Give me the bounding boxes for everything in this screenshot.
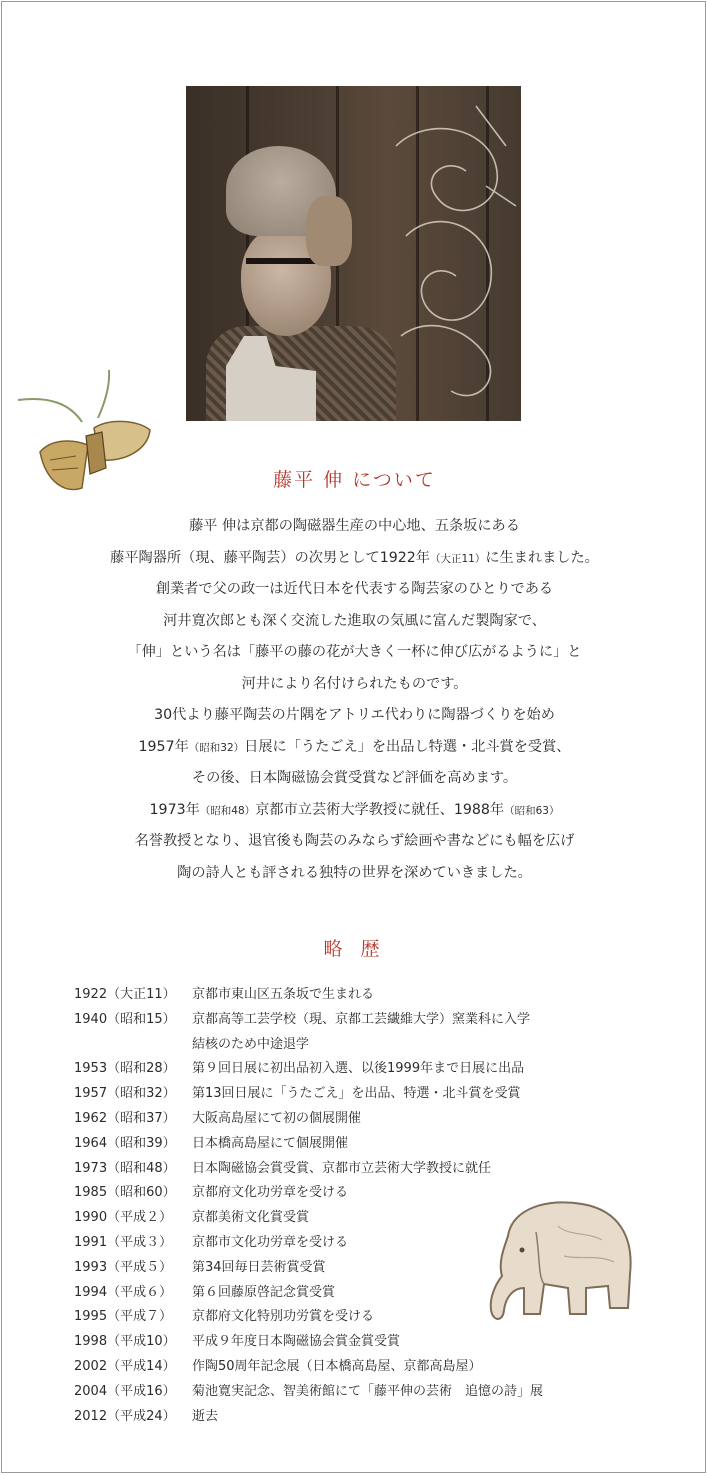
portrait-photo	[186, 86, 521, 421]
bio-line	[0, 606, 709, 638]
bio-text: その後、日本陶磁協会賞受賞など評価を高めます。	[191, 770, 518, 786]
chronology-event: 日本陶磁協会賞受賞、京都市立芸術大学教授に就任	[192, 1160, 492, 1176]
bio-line	[0, 763, 709, 795]
chronology-row	[74, 1132, 634, 1157]
chronology-list	[74, 983, 634, 1429]
biography-text	[0, 511, 709, 889]
chronology-row	[74, 1181, 634, 1206]
chronology-year: 1998（平成10）	[74, 1334, 176, 1350]
chronology-event: 京都府文化功労章を受ける	[192, 1185, 349, 1201]
chronology-row	[74, 1206, 634, 1231]
chronology-year: 1962（昭和37）	[74, 1110, 176, 1126]
chronology-year: 1985（昭和60）	[74, 1185, 176, 1201]
bio-line	[0, 543, 709, 575]
chronology-event: 大阪高島屋にて初の個展開催	[192, 1110, 362, 1126]
chronology-row	[74, 1057, 634, 1082]
chronology-row	[74, 1380, 634, 1405]
chronology-year: 1964（昭和39）	[74, 1135, 176, 1151]
chronology-event: 逝去	[192, 1408, 219, 1424]
chronology-row	[74, 1330, 634, 1355]
chronology-year: 1993（平成５）	[74, 1259, 173, 1275]
bio-text: 河井により名付けられたものです。	[241, 675, 468, 692]
chronology-year: 1922（大正11）	[74, 987, 176, 1002]
chronology-event: 京都高等工芸学校（現、京都工芸繊維大学）窯業科に入学	[192, 1011, 531, 1027]
bio-text: 名誉教授となり、退官後も陶芸のみならず絵画や書などにも幅を広げ	[134, 833, 575, 849]
chronology-event: 菊池寛実記念、智美術館にて「藤平伸の芸術 追憶の詩」展	[192, 1383, 544, 1399]
chronology-row	[74, 1305, 634, 1330]
chronology-heading: 略 歴	[323, 938, 386, 960]
chronology-year: 1973（昭和48）	[74, 1160, 176, 1176]
bio-line	[0, 700, 709, 732]
bio-text: 創業者で父の政一は近代日本を代表する陶芸家のひとりである	[155, 581, 554, 597]
chronology-year: 1957（昭和32）	[74, 1086, 176, 1102]
bio-text: 「伸」という名は「藤平の藤の花が大きく一杯に伸び広がるように」と	[127, 644, 582, 660]
about-heading: 藤平 伸 について	[273, 469, 436, 491]
chronology-year: 1994（平成６）	[74, 1284, 173, 1300]
chronology-year: 1991（平成３）	[74, 1234, 173, 1250]
chronology-event: 第６回藤原啓記念賞受賞	[192, 1284, 336, 1300]
chronology-row	[74, 1107, 634, 1132]
chronology-event: 京都美術文化賞受賞	[192, 1210, 310, 1226]
era-annotation: （大正11）	[429, 552, 486, 565]
chronology-row	[74, 1008, 634, 1033]
chronology-event: 作陶50周年記念展（日本橋高島屋、京都高島屋）	[192, 1358, 482, 1374]
chronology-event: 第34回毎日芸術賞受賞	[192, 1259, 326, 1275]
chronology-event: 平成９年度日本陶磁協会賞金賞受賞	[192, 1334, 401, 1350]
era-annotation: （昭和48）	[199, 804, 256, 817]
chronology-year: 2002（平成14）	[74, 1358, 176, 1374]
chronology-event: 日本橋高島屋にて個展開催	[192, 1135, 349, 1151]
bio-text: 藤平 伸は京都の陶磁器生産の中心地、五条坂にある	[189, 518, 520, 534]
bio-text: 1957年	[138, 738, 189, 755]
bio-text: 河井寛次郎とも深く交流した進取の気風に富んだ製陶家で、	[163, 612, 546, 629]
bio-line	[0, 574, 709, 606]
bio-text: 1973年	[149, 801, 200, 818]
bio-text: 京都市立芸術大学教授に就任、1988年	[255, 801, 505, 818]
chronology-year: 2004（平成16）	[74, 1383, 176, 1399]
bio-line	[0, 511, 709, 543]
chronology-year	[74, 1033, 192, 1058]
chronology-row	[74, 1281, 634, 1306]
bio-line	[0, 669, 709, 701]
chronology-row	[74, 1033, 634, 1058]
chronology-year: 1940（昭和15）	[74, 1011, 176, 1027]
chronology-year: 1990（平成２）	[74, 1210, 173, 1226]
bio-line	[0, 637, 709, 669]
chronology-row	[74, 1082, 634, 1107]
chronology-event: 第９回日展に初出品初入選、以後1999年まで日展に出品	[192, 1061, 525, 1077]
chronology-year: 1953（昭和28）	[74, 1061, 176, 1077]
chronology-row	[74, 1256, 634, 1281]
bio-text: 陶の詩人とも評される独特の世界を深めていきました。	[177, 864, 532, 881]
chronology-event: 結核のため中途退学	[192, 1036, 310, 1052]
era-annotation: （昭和32）	[188, 741, 245, 754]
era-annotation: （昭和63）	[504, 804, 560, 817]
chronology-event: 京都市東山区五条坂で生まれる	[192, 987, 375, 1002]
chronology-row	[74, 1405, 634, 1430]
chronology-row	[74, 1355, 634, 1380]
chronology-event: 京都府文化特別功労賞を受ける	[192, 1309, 375, 1325]
bio-text: 日展に「うたごえ」を出品し特選・北斗賞を受賞、	[244, 738, 571, 755]
hand	[306, 196, 352, 266]
chronology-year: 1995（平成７）	[74, 1309, 173, 1325]
bio-text: 藤平陶器所（現、藤平陶芸）の次男として1922年	[110, 549, 430, 566]
bio-text: に生まれました。	[485, 549, 599, 566]
bio-line	[0, 795, 709, 827]
bio-line	[0, 732, 709, 764]
chronology-year: 2012（平成24）	[74, 1408, 176, 1424]
chronology-event: 第13回日展に「うたごえ」を出品、特選・北斗賞を受賞	[192, 1086, 521, 1102]
chronology-row	[74, 1157, 634, 1182]
chronology-event: 京都市文化功労章を受ける	[192, 1234, 349, 1250]
bio-text: 30代より藤平陶芸の片隅をアトリエ代わりに陶器づくりを始め	[154, 707, 555, 723]
bio-line	[0, 858, 709, 890]
bio-line	[0, 826, 709, 858]
chronology-row	[74, 983, 634, 1008]
chronology-row	[74, 1231, 634, 1256]
